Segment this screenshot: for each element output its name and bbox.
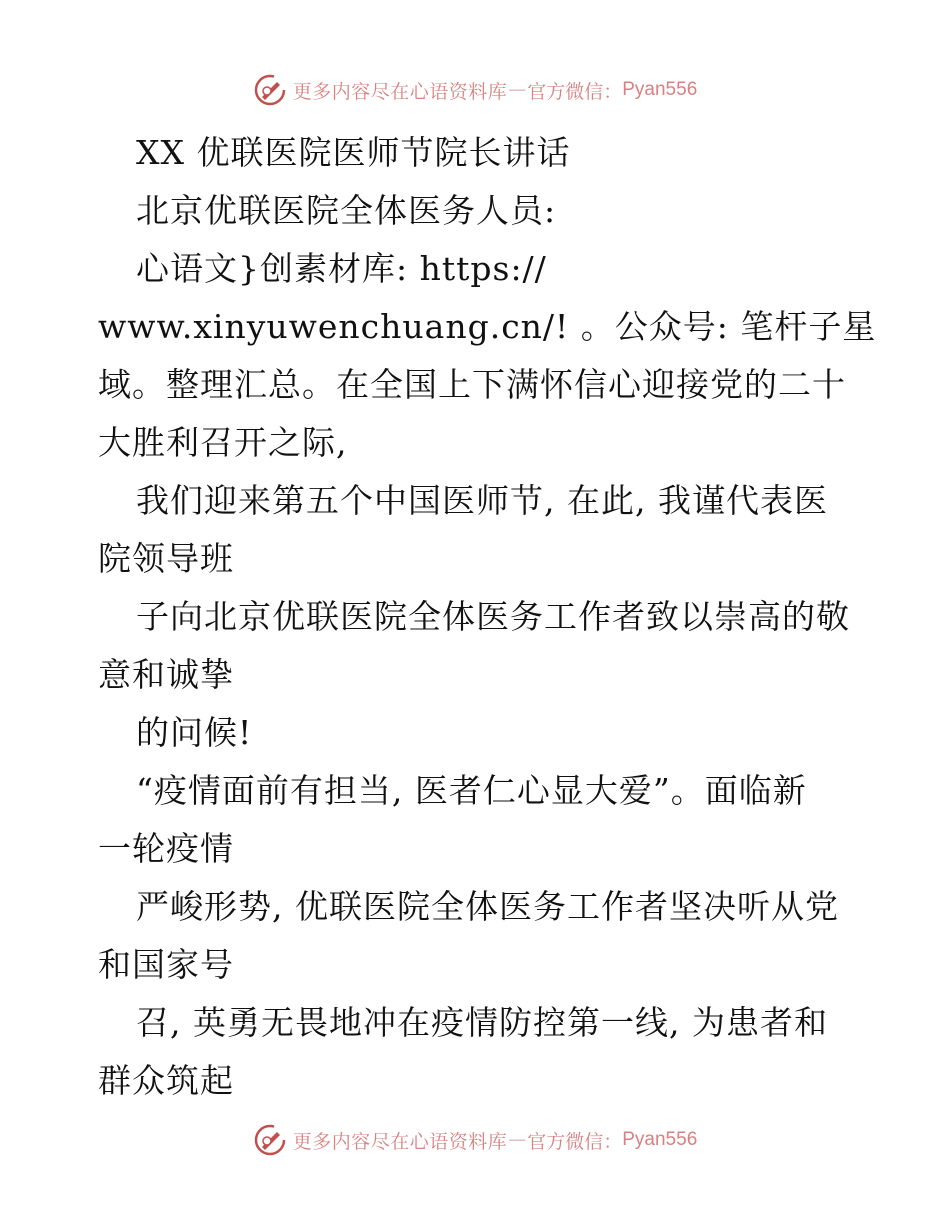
watermark-wechat-id: Pyan556 <box>622 79 698 100</box>
watermark-brand-text: 更多内容尽在心语资料库 <box>292 1130 508 1153</box>
document-body <box>98 124 877 1110</box>
text-line: “疫情面前有担当, 医者仁心显大爱”。面临新 <box>136 771 807 810</box>
text-line: 心语文}创素材库: https:// <box>136 249 547 288</box>
text-line: 严峻形势, 优联医院全体医务工作者坚决听从党 <box>136 887 839 926</box>
watermark-wechat-id: Pyan556 <box>622 1129 698 1150</box>
brush-seal-logo-icon <box>253 73 287 107</box>
watermark-brand-text: 更多内容尽在心语资料库 <box>292 80 508 103</box>
watermark-separator: — <box>509 1131 526 1148</box>
text-line: 院领导班 <box>98 539 234 578</box>
text-line: 一轮疫情 <box>98 829 234 868</box>
text-line: 大胜利召开之际, <box>98 423 348 462</box>
salutation-line: 北京优联医院全体医务人员: <box>136 191 557 230</box>
text-line: 和国家号 <box>98 945 234 984</box>
text-line: 意和诚挚 <box>98 655 234 694</box>
brush-seal-logo-icon <box>253 1123 287 1157</box>
watermark-wechat-label: 官方微信： <box>527 1130 623 1153</box>
watermark-wechat-label: 官方微信： <box>527 80 623 103</box>
text-line: 群众筑起 <box>98 1061 234 1100</box>
text-line: 我们迎来第五个中国医师节, 在此, 我谨代表医 <box>136 481 828 520</box>
watermark-separator: — <box>509 81 526 98</box>
document-title: XX 优联医院医师节院长讲话 <box>136 133 571 172</box>
text-line: 召, 英勇无畏地冲在疫情防控第一线, 为患者和 <box>136 1003 828 1042</box>
footer-watermark <box>0 1120 950 1160</box>
text-line: 子向北京优联医院全体医务工作者致以崇高的敬 <box>136 597 850 636</box>
text-line: 域。整理汇总。在全国上下满怀信心迎接党的二十 <box>98 365 846 404</box>
header-watermark <box>0 70 950 110</box>
text-line: www.xinyuwenchuang.cn/! 。公众号: 笔杆子星 <box>98 307 877 346</box>
text-line: 的问候! <box>136 713 253 752</box>
